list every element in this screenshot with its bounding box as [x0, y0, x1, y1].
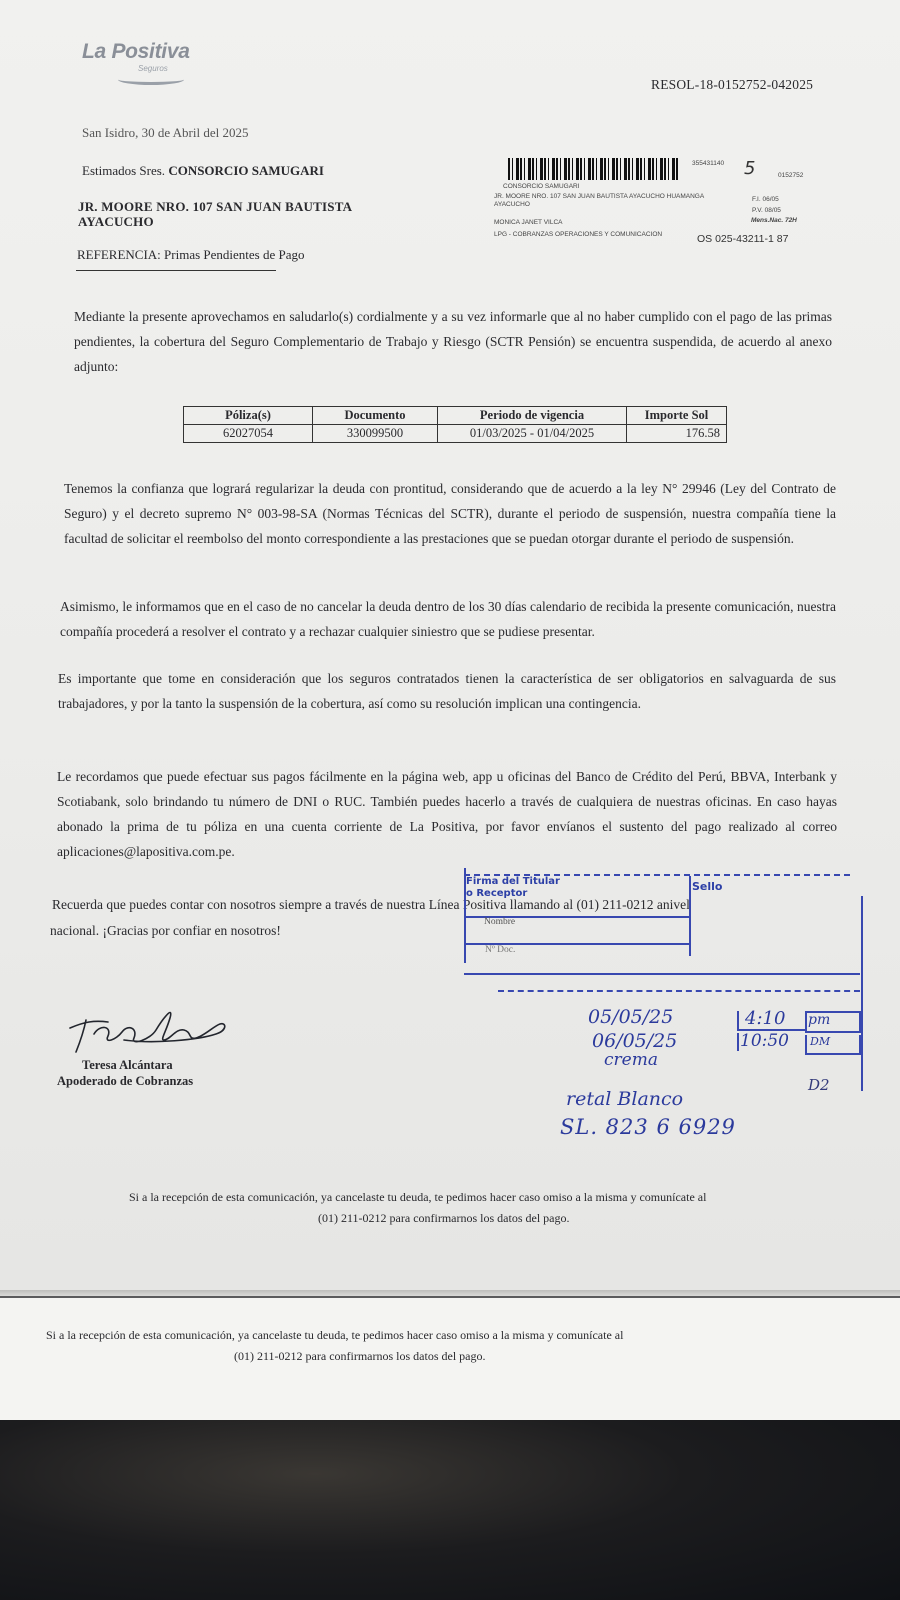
- barcode-address: JR. MOORE NRO. 107 SAN JUAN BAUTISTA AYACUCHO HUAMANGA AYACUCHO: [494, 193, 704, 208]
- intro-paragraph: Mediante la presente aprovechamos en saludarlo(s) cordialmente y a su vez informarle que al no haber cumplido con el pago de las primas pendientes, la cobertura del Seguro Complementario de Trabajo y Riesgo (SCTR Pensión) se encuentra suspendida, de acuerdo al anexo adjunto:: [74, 309, 832, 374]
- company-logo-sub: Seguros: [138, 64, 168, 73]
- reference: REFERENCIA: Primas Pendientes de Pago: [77, 247, 305, 262]
- paragraph-legal: Tenemos la confianza que logrará regularizar la deuda con prontitud, considerando que de acuerdo a la ley N° 29946 (Ley del Contrato de Seguro) y el decreto supremo N° 003-98-SA (Normas Técnicas del SCTR), durante el periodo de suspensión, nuestra compañía tiene la facultad de solicitar el reembolso del monto correspondiente a las prestaciones que se puedan otorgar durante el periodo de suspensión.: [64, 481, 836, 546]
- second-sheet-footer-line2: (01) 211-0212 para confirmarnos los datos del pago.: [234, 1349, 486, 1363]
- barcode-user: MONICA JANET VILCA: [494, 219, 563, 226]
- handwritten-note: retal Blanco: [566, 1088, 684, 1110]
- handwritten-color: crema: [604, 1050, 658, 1070]
- handwritten-d2: D2: [808, 1076, 830, 1094]
- barcode-mark: 5: [744, 158, 756, 179]
- paragraph-payment: Le recordamos que puede efectuar sus pagos fácilmente en la página web, app u oficinas del Banco de Crédito del Perú, BBVA, Interbank y Scotiabank, solo brindando tu número de DNI o RUC. También puedes hacerlo a través de cualquiera de nuestras oficinas. En caso hayas abonado la prima de tu póliza en una cuenta corriente de La Positiva, por favor envíanos el sustento del pago realizado al correo aplicaciones@lapositiva.com.pe.: [57, 769, 837, 859]
- address-line-1: JR. MOORE NRO. 107 SAN JUAN BAUTISTA: [78, 199, 353, 214]
- barcode-number: 355431140: [692, 160, 725, 167]
- barcode-os-line: OS 025-43211-1 87: [697, 233, 789, 245]
- footer-note-line1: Si a la recepción de esta comunicación, ya cancelaste tu deuda, te pedimos hacer caso omiso a la misma y comunícate al: [129, 1190, 707, 1204]
- table-cell: 330099500: [313, 425, 438, 443]
- background-surface: [0, 1420, 900, 1600]
- barcode: [508, 158, 680, 180]
- column-header: Documento: [313, 407, 438, 425]
- column-header: Periodo de vigencia: [438, 407, 627, 425]
- table-cell: 01/03/2025 - 01/04/2025: [438, 425, 627, 443]
- second-sheet-footer-line1: Si a la recepción de esta comunicación, ya cancelaste tu deuda, te pedimos hacer caso omiso a la misma y comunícate al: [46, 1328, 624, 1342]
- handwritten-phone: SL. 823 6 6929: [560, 1115, 736, 1139]
- table-cell: 62027054: [184, 425, 313, 443]
- handwritten-time-2: 10:50: [740, 1031, 789, 1051]
- signature-icon: [64, 1000, 234, 1060]
- resolution-code: RESOL-18-0152752-042025: [651, 77, 814, 92]
- salutation: [82, 163, 324, 179]
- policy-table: [183, 406, 727, 443]
- barcode-mens: Mens.Nac. 72H: [751, 217, 797, 224]
- company-name: CONSORCIO SAMUGARI: [168, 163, 324, 178]
- stamp-line: [861, 896, 863, 1091]
- stamp-line: [689, 876, 691, 956]
- address-line-2: AYACUCHO: [78, 214, 154, 229]
- stamp-seal-label: Sello: [692, 880, 723, 893]
- handwritten-date-1: 05/05/25: [588, 1006, 674, 1028]
- stamp-line: [498, 990, 860, 992]
- salutation-prefix: Estimados Sres.: [82, 163, 166, 178]
- column-header: Póliza(s): [184, 407, 313, 425]
- reference-underline: [76, 270, 276, 271]
- paragraph-contact: Recuerda que puedes contar con nosotros siempre a través de nuestra Línea Positiva llamando al (01) 211-0212 anivel: [52, 897, 690, 912]
- logo-swoosh-icon: [118, 74, 184, 85]
- handwritten-date-2: 06/05/25: [592, 1030, 678, 1052]
- paragraph-thanks: nacional. ¡Gracias por confiar en nosotros!: [50, 923, 281, 938]
- barcode-fi: F.I. 06/05: [752, 196, 779, 203]
- signer-title: Apoderado de Cobranzas: [57, 1074, 194, 1088]
- stamp-signature-label: [466, 876, 560, 900]
- stamp-doc-label: Nº Doc.: [485, 945, 516, 955]
- barcode-pv: P.V. 08/05: [752, 207, 781, 214]
- column-header: Importe Sol: [627, 407, 727, 425]
- stamp-line: [464, 973, 860, 975]
- handwritten-dm: DM: [810, 1035, 831, 1048]
- stamp-name-label: Nombre: [484, 917, 516, 927]
- handwritten-time-1: 4:10: [745, 1008, 786, 1029]
- table-row: [184, 425, 727, 443]
- footer-note-line2: (01) 211-0212 para confirmarnos los datos del pago.: [318, 1211, 570, 1225]
- handwritten-pm: pm: [808, 1012, 831, 1028]
- barcode-area: LPG - COBRANZAS OPERACIONES Y COMUNICACION: [494, 231, 663, 238]
- table-cell: 176.58: [627, 425, 727, 443]
- company-logo: La Positiva: [82, 40, 190, 63]
- date-line: San Isidro, 30 de Abril del 2025: [82, 125, 249, 140]
- table-header-row: [184, 407, 727, 425]
- signer-name: Teresa Alcántara: [82, 1058, 173, 1072]
- paragraph-deadline: Asimismo, le informamos que en el caso de no cancelar la deuda dentro de los 30 días calendario de recibida la presente comunicación, nuestra compañía procederá a resolver el contrato y a rechazar cualquier siniestro que se pudiese presentar.: [60, 599, 836, 639]
- barcode-ref: 0152752: [778, 172, 804, 179]
- stamp-signature-label-line2: o Receptor: [466, 888, 528, 899]
- stamp-signature-label-line1: Firma del Titular: [466, 876, 560, 887]
- paragraph-importance: Es importante que tome en consideración que los seguros contratados tienen la característica de ser obligatorios en salvaguarda de sus trabajadores, y por la tanto la suspensión de la cobertura, así como su resolución implican una contingencia.: [58, 671, 836, 711]
- barcode-name: CONSORCIO SAMUGARI: [503, 183, 580, 190]
